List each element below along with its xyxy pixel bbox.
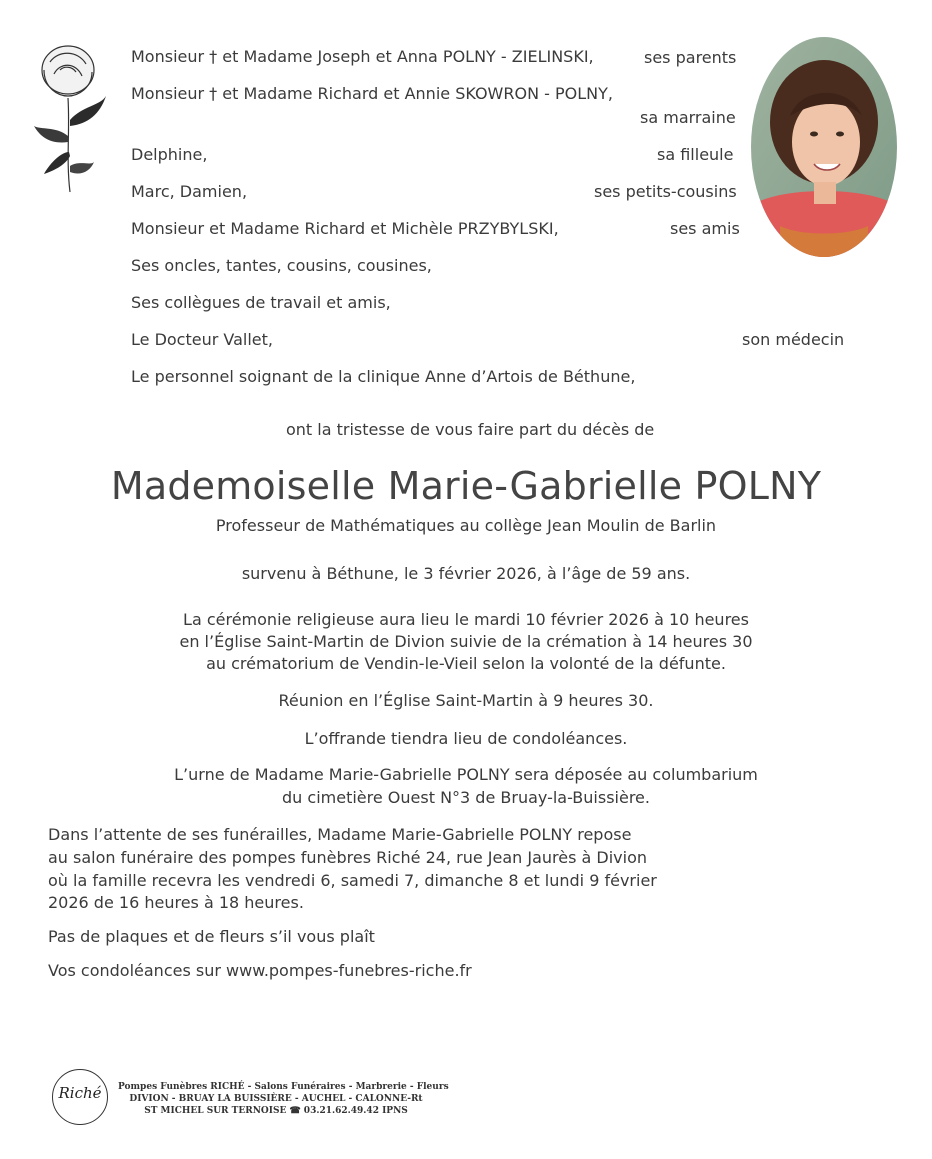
family-line-4-name: Marc, Damien, — [131, 182, 248, 201]
deceased-profession: Professeur de Mathématiques au collège Jean Moulin de Barlin — [215, 516, 717, 535]
condolences-text[interactable]: Vos condoléances sur www.pompes-funebres-riche.fr — [48, 961, 472, 980]
ceremony-line-3: au crématorium de Vendin-le-Vieil selon la volonté de la défunte. — [206, 654, 726, 673]
family-line-3-name: Delphine, — [131, 145, 208, 164]
family-line-4-role: ses petits-cousins — [594, 182, 737, 201]
family-line-2-name: Monsieur † et Madame Richard et Annie SKOWRON - POLNY, — [131, 84, 613, 103]
family-line-1-name: Monsieur † et Madame Joseph et Anna POLNY - ZIELINSKI, — [131, 47, 594, 66]
announcement-text: ont la tristesse de vous faire part du décès de — [286, 420, 655, 439]
family-line-3-role: sa filleule — [657, 145, 734, 164]
family-line-9-name: Le personnel soignant de la clinique Anne d’Artois de Béthune, — [131, 367, 636, 386]
family-line-8-role: son médecin — [742, 330, 845, 349]
riche-logo — [52, 1069, 108, 1125]
portrait-photo — [750, 36, 898, 258]
rest-line-3: où la famille recevra les vendredi 6, samedi 7, dimanche 8 et lundi 9 février — [48, 871, 657, 890]
rest-line-2: au salon funéraire des pompes funèbres Riché 24, rue Jean Jaurès à Divion — [48, 848, 648, 867]
family-line-6-name: Ses oncles, tantes, cousins, cousines, — [131, 256, 432, 275]
family-line-7-name: Ses collègues de travail et amis, — [131, 293, 391, 312]
riche-logo-text: Riché — [58, 1084, 102, 1102]
no-flowers-text: Pas de plaques et de fleurs s’il vous plaît — [48, 927, 375, 946]
deceased-name: Mademoiselle Marie-Gabrielle POLNY — [110, 464, 822, 508]
family-line-2-role: sa marraine — [640, 108, 736, 127]
death-info: survenu à Béthune, le 3 février 2026, à l’âge de 59 ans. — [241, 564, 691, 583]
footer-line-1: Pompes Funèbres RICHÉ - Salons Funéraires - Marbrerie - Fleurs — [118, 1082, 449, 1092]
offering-text: L’offrande tiendra lieu de condoléances. — [304, 729, 628, 748]
rose-illustration — [30, 40, 110, 198]
urn-line-1: L’urne de Madame Marie-Gabrielle POLNY sera déposée au columbarium — [174, 765, 758, 784]
rest-line-4: 2026 de 16 heures à 18 heures. — [48, 893, 304, 912]
reunion-text: Réunion en l’Église Saint-Martin à 9 heures 30. — [278, 691, 654, 710]
footer-line-3: ST MICHEL SUR TERNOISE ☎ 03.21.62.49.42 IPNS — [144, 1106, 408, 1116]
urn-line-2: du cimetière Ouest N°3 de Bruay-la-Buissière. — [282, 788, 650, 807]
family-line-1-role: ses parents — [644, 48, 737, 67]
family-line-5-role: ses amis — [670, 219, 740, 238]
footer-line-2: DIVION - BRUAY LA BUISSIÈRE - AUCHEL - CALONNE-Rt — [129, 1094, 423, 1104]
rest-line-1: Dans l’attente de ses funérailles, Madame Marie-Gabrielle POLNY repose — [48, 825, 632, 844]
ceremony-line-1: La cérémonie religieuse aura lieu le mardi 10 février 2026 à 10 heures — [183, 610, 749, 629]
family-line-5-name: Monsieur et Madame Richard et Michèle PRZYBYLSKI, — [131, 219, 559, 238]
family-line-8-name: Le Docteur Vallet, — [131, 330, 273, 349]
ceremony-line-2: en l’Église Saint-Martin de Divion suivie de la crémation à 14 heures 30 — [179, 632, 753, 651]
